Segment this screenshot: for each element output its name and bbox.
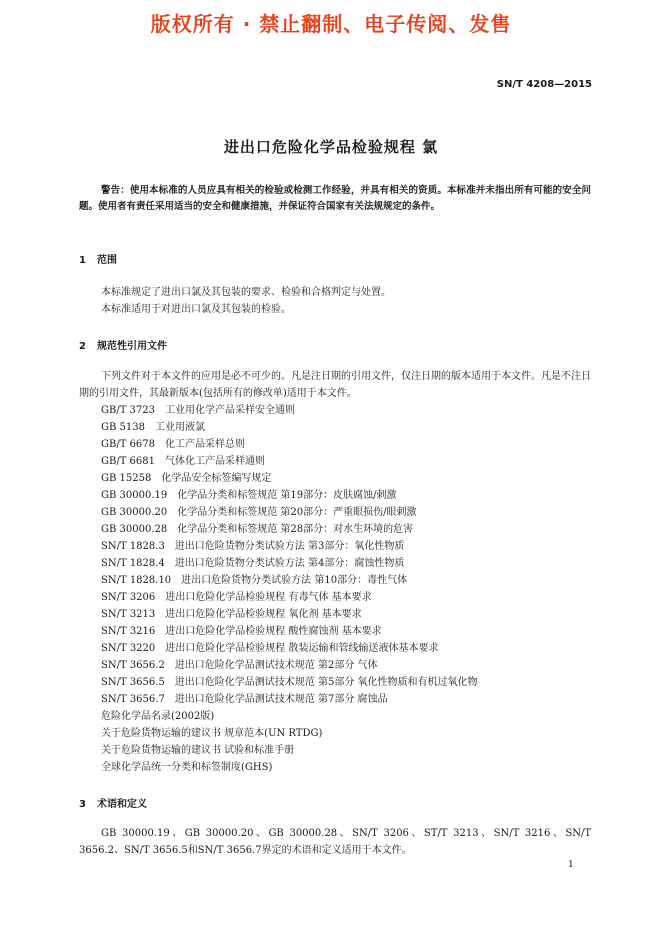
section-number: 3 xyxy=(79,799,86,810)
reference-title: 关于危险货物运输的建议书 试验和标准手册 xyxy=(101,745,295,756)
reference-code: GB 30000.28 xyxy=(101,524,168,535)
reference-code: SN/T 1828.4 xyxy=(101,558,165,569)
reference-code: GB/T 6678 xyxy=(101,439,156,450)
reference-title: 化学品安全标签编写规定 xyxy=(161,473,272,484)
document-number: SN/T 4208—2015 xyxy=(496,79,592,90)
reference-item xyxy=(101,759,601,776)
section-3-body xyxy=(79,825,591,859)
reference-item xyxy=(101,674,601,691)
reference-title: 全球化学品统一分类和标签制度(GHS) xyxy=(101,762,273,773)
reference-item xyxy=(101,572,601,589)
reference-title: 进出口危险货物分类试验方法 第3部分：氧化性物质 xyxy=(174,541,405,552)
reference-code: SN/T 3656.5 xyxy=(101,677,165,688)
reference-title: 气体化工产品采样通则 xyxy=(165,456,266,467)
reference-item xyxy=(101,538,601,555)
reference-item xyxy=(101,589,601,606)
paragraph: 本标准适用于对进出口氯及其包装的检验。 xyxy=(101,304,291,315)
reference-title: 进出口危险化学品检验规程 散装运输和管线输送液体基本要求 xyxy=(165,643,439,654)
reference-item xyxy=(101,691,601,708)
reference-title: 进出口危险化学品检验规程 酸性腐蚀剂 基本要求 xyxy=(165,626,382,637)
reference-code: SN/T 3216 xyxy=(101,626,156,637)
paragraph: 本标准规定了进出口氯及其包装的要求、检验和合格判定与处置。 xyxy=(101,287,391,298)
reference-code: SN/T 1828.3 xyxy=(101,541,165,552)
section-2-intro xyxy=(79,368,591,402)
reference-title: 进出口危险化学品测试技术规范 第7部分 腐蚀品 xyxy=(174,694,388,705)
reference-title: 工业用液氯 xyxy=(154,422,205,433)
reference-item xyxy=(101,725,601,742)
reference-item xyxy=(101,487,601,504)
reference-title: 进出口危险化学品测试技术规范 第5部分 氧化性物质和有机过氧化物 xyxy=(174,677,478,688)
reference-title: 进出口危险货物分类试验方法 第4部分：腐蚀性物质 xyxy=(174,558,405,569)
section-1-heading xyxy=(79,251,117,266)
safety-warning: 警告：使用本标准的人员应具有相关的检验或检测工作经验，并具有相关的资质。本标准并未指出所有可能的安全问题。使用者有责任采用适当的安全和健康措施，并保证符合国家有关法规规定的条件。 xyxy=(79,185,591,212)
reference-item xyxy=(101,657,601,674)
reference-item xyxy=(101,470,601,487)
reference-item xyxy=(101,708,601,725)
reference-title: 危险化学品名录(2002版) xyxy=(101,711,215,722)
reference-code: GB/T 6681 xyxy=(101,456,156,467)
reference-title: 化学品分类和标签规范 第28部分：对水生环境的危害 xyxy=(177,524,414,535)
reference-code: SN/T 3656.7 xyxy=(101,694,165,705)
normative-references-list xyxy=(101,402,601,776)
reference-item xyxy=(101,419,601,436)
reference-item xyxy=(101,504,601,521)
section-number: 2 xyxy=(79,341,86,352)
reference-code: GB/T 3723 xyxy=(101,405,156,416)
reference-code: GB 30000.19 xyxy=(101,490,168,501)
section-title: 规范性引用文件 xyxy=(97,341,167,352)
reference-code: SN/T 3656.2 xyxy=(101,660,165,671)
reference-item xyxy=(101,521,601,538)
reference-code: GB 15258 xyxy=(101,473,152,484)
reference-code: SN/T 3213 xyxy=(101,609,156,620)
reference-item xyxy=(101,436,601,453)
reference-title: 进出口危险化学品检验规程 有毒气体 基本要求 xyxy=(165,592,372,603)
section-title: 术语和定义 xyxy=(97,799,147,810)
reference-item xyxy=(101,742,601,759)
page-number: 1 xyxy=(568,860,574,870)
reference-title: 化学品分类和标签规范 第19部分：皮肤腐蚀/刺激 xyxy=(177,490,397,501)
paragraph: GB 30000.19、GB 30000.20、GB 30000.28、SN/T 3206、ST/T 3213、SN/T 3216、SN/T 3656.2、SN/T 3656.5和SN/T 3656.7界定的术语和定义适用于本文件。 xyxy=(79,828,591,856)
reference-title: 关于危险货物运输的建议书 规章范本(UN RTDG) xyxy=(101,728,323,739)
reference-code: SN/T 3206 xyxy=(101,592,156,603)
paragraph: 下列文件对于本文件的应用是必不可少的。凡是注日期的引用文件，仅注日期的版本适用于本文件。凡是不注日期的引用文件，其最新版本(包括所有的修改单)适用于本文件。 xyxy=(79,371,591,399)
reference-item xyxy=(101,402,601,419)
reference-code: SN/T 3220 xyxy=(101,643,156,654)
document-title: 进出口危险化学品检验规程 氯 xyxy=(223,138,439,156)
reference-title: 进出口危险化学品测试技术规范 第2部分 气体 xyxy=(174,660,378,671)
reference-title: 工业用化学产品采样安全通则 xyxy=(165,405,296,416)
reference-title: 进出口危险货物分类试验方法 第10部分：毒性气体 xyxy=(181,575,408,586)
section-3-heading xyxy=(79,795,147,810)
reference-item xyxy=(101,623,601,640)
reference-item xyxy=(101,606,601,623)
reference-item xyxy=(101,640,601,657)
reference-item xyxy=(101,555,601,572)
section-2-heading xyxy=(79,337,167,352)
reference-item xyxy=(101,453,601,470)
reference-title: 进出口危险化学品检验规程 氧化剂 基本要求 xyxy=(165,609,362,620)
reference-code: GB 30000.20 xyxy=(101,507,168,518)
section-number: 1 xyxy=(79,255,86,266)
section-1-body xyxy=(79,284,591,318)
reference-title: 化工产品采样总则 xyxy=(165,439,246,450)
section-title: 范围 xyxy=(97,255,117,266)
reference-title: 化学品分类和标签规范 第20部分：严重眼损伤/眼刺激 xyxy=(177,507,417,518)
reference-code: GB 5138 xyxy=(101,422,145,433)
reference-code: SN/T 1828.10 xyxy=(101,575,172,586)
copyright-banner: 版权所有 · 禁止翻制、电子传阅、发售 xyxy=(150,12,512,36)
